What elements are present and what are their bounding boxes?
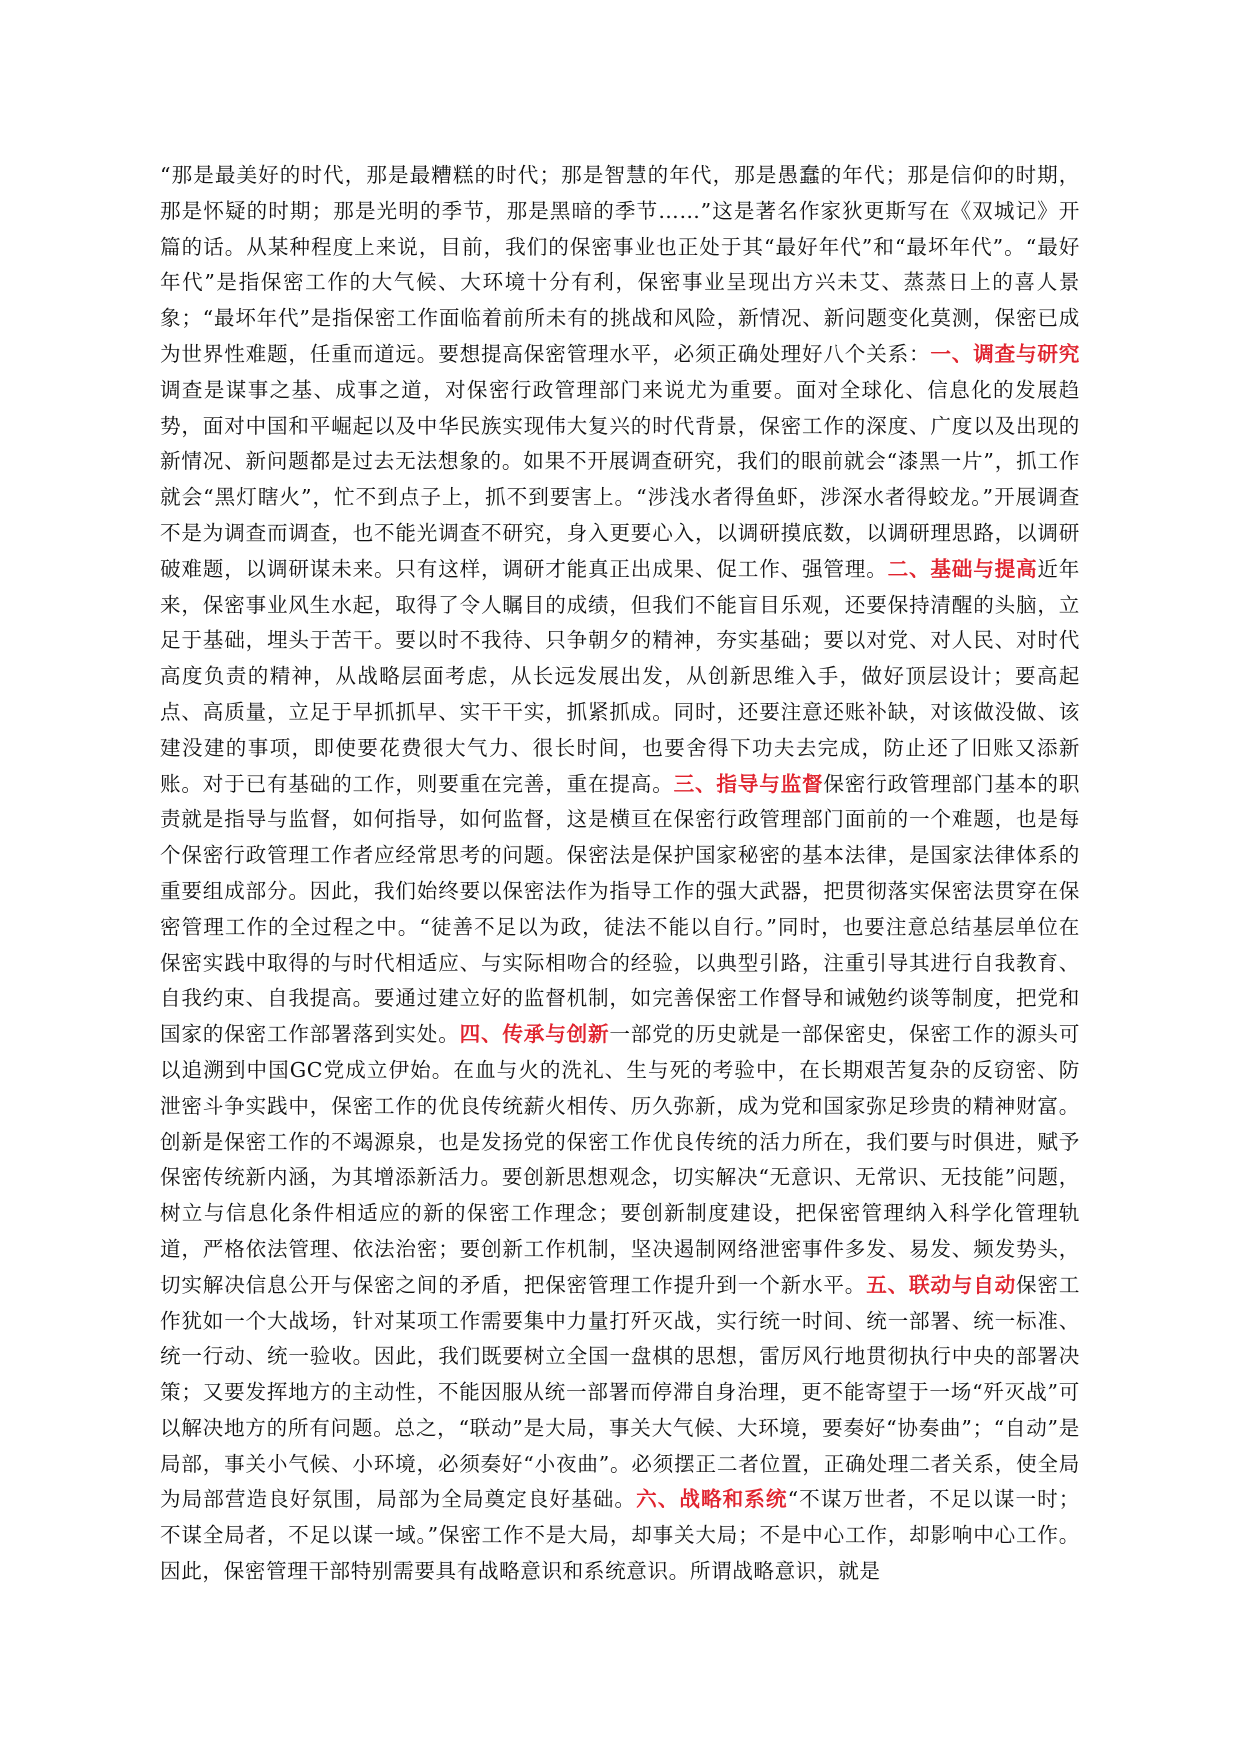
heading-1-survey-research: 一、调查与研究 [930,341,1080,366]
document-body [160,158,1080,1590]
section-2-text: 近年来，保密事业风生水起，取得了令人瞩目的成绩，但我们不能盲目乐观，还要保持清醒的头脑，立足于基础，埋头于苦干。要以时不我待、只争朝夕的精神，夯实基础；要以对党、对人民、对时代高度负责的精神，从战略层面考虑，从长远发展出发，从创新思维入手，做好顶层设计；要高起点、高质量，立足于早抓抓早、实干干实，抓紧抓成。同时，还要注意还账补缺，对该做没做、该建没建的事项，即使要花费很大气力、很长时间，也要舍得下功夫去完成，防止还了旧账又添新账。对于已有基础的工作，则要重在完善，重在提高。 [160,556,1080,796]
section-4-text: 一部党的历史就是一部保密史，保密工作的源头可以追溯到中国GC党成立伊始。在血与火的洗礼、生与死的考验中，在长期艰苦复杂的反窃密、防泄密斗争实践中，保密工作的优良传统薪火相传、历久弥新，成为党和国家弥足珍贵的精神财富。创新是保密工作的不竭源泉，也是发扬党的保密工作优良传统的活力所在，我们要与时俱进，赋予保密传统新内涵，为其增添新活力。要创新思想观念，切实解决“无意识、无常识、无技能”问题，树立与信息化条件相适应的新的保密工作理念；要创新制度建设，把保密管理纳入科学化管理轨道，严格依法管理、依法治密；要创新工作机制，坚决遏制网络泄密事件多发、易发、频发势头，切实解决信息公开与保密之间的矛盾，把保密管理工作提升到一个新水平。 [160,1022,1080,1297]
section-5-text: 保密工作犹如一个大战场，针对某项工作需要集中力量打歼灭战，实行统一时间、统一部署、统一标准、统一行动、统一验收。因此，我们既要树立全国一盘棋的思想，雷厉风行地贯彻执行中央的部署决策；又要发挥地方的主动性，不能因服从统一部署而停滞自身治理，更不能寄望于一场“歼灭战”可以解决地方的所有问题。总之，“联动”是大局，事关大气候、大环境，要奏好“协奏曲”；“自动”是局部，事关小气候、小环境，必须奏好“小夜曲”。必须摆正二者位置，正确处理二者关系，使全局为局部营造良好氛围，局部为全局奠定良好基础。 [160,1272,1080,1512]
heading-4-inheritance-innovation: 四、传承与创新 [459,1022,610,1047]
heading-5-linkage-automation: 五、联动与自动 [866,1272,1017,1297]
heading-3-guidance-supervision: 三、指导与监督 [673,771,824,796]
heading-6-strategy-system: 六、战略和系统 [636,1487,788,1512]
section-6-text: “不谋万世者，不足以谋一时；不谋全局者，不足以谋一域。”保密工作不是大局，却事关大局；不是中心工作，却影响中心工作。因此，保密管理干部特别需要具有战略意识和系统意识。所谓战略意识，就是 [160,1487,1080,1584]
heading-2-foundation-improvement: 二、基础与提高 [887,556,1038,581]
document-page [160,158,1080,1638]
intro-text: “那是最美好的时代，那是最糟糕的时代；那是智慧的年代，那是愚蠢的年代；那是信仰的时期，那是怀疑的时期；那是光明的季节，那是黑暗的季节……”这是著名作家狄更斯写在《双城记》开篇的话。从某种程度上来说，目前，我们的保密事业也正处于其“最好年代”和“最坏年代”。“最好年代”是指保密工作的大气候、大环境十分有利，保密事业呈现出方兴未艾、蒸蒸日上的喜人景象；“最坏年代”是指保密工作面临着前所未有的挑战和风险，新情况、新问题变化莫测，保密已成为世界性难题，任重而道远。要想提高保密管理水平，必须正确处理好八个关系： [160,163,1080,366]
section-3-text: 保密行政管理部门基本的职责就是指导与监督，如何指导，如何监督，这是横亘在保密行政管理部门面前的一个难题，也是每个保密行政管理工作者应经常思考的问题。保密法是保护国家秘密的基本法律，是国家法律体系的重要组成部分。因此，我们始终要以保密法作为指导工作的强大武器，把贯彻落实保密法贯穿在保密管理工作的全过程之中。“徒善不足以为政，徒法不能以自行。”同时，也要注意总结基层单位在保密实践中取得的与时代相适应、与实际相吻合的经验，以典型引路，注重引导其进行自我教育、自我约束、自我提高。要通过建立好的监督机制，如完善保密工作督导和诫勉约谈等制度，把党和国家的保密工作部署落到实处。 [160,771,1080,1047]
section-1-text: 调查是谋事之基、成事之道，对保密行政管理部门来说尤为重要。面对全球化、信息化的发展趋势，面对中国和平崛起以及中华民族实现伟大复兴的时代背景，保密工作的深度、广度以及出现的新情况、新问题都是过去无法想象的。如果不开展调查研究，我们的眼前就会“漆黑一片”，抓工作就会“黑灯瞎火”，忙不到点子上，抓不到要害上。“涉浅水者得鱼虾，涉深水者得蛟龙。”开展调查不是为调查而调查，也不能光调查不研究，身入更要心入，以调研摸底数，以调研理思路，以调研破难题，以调研谋未来。只有这样，调研才能真正出成果、促工作、强管理。 [160,377,1080,581]
